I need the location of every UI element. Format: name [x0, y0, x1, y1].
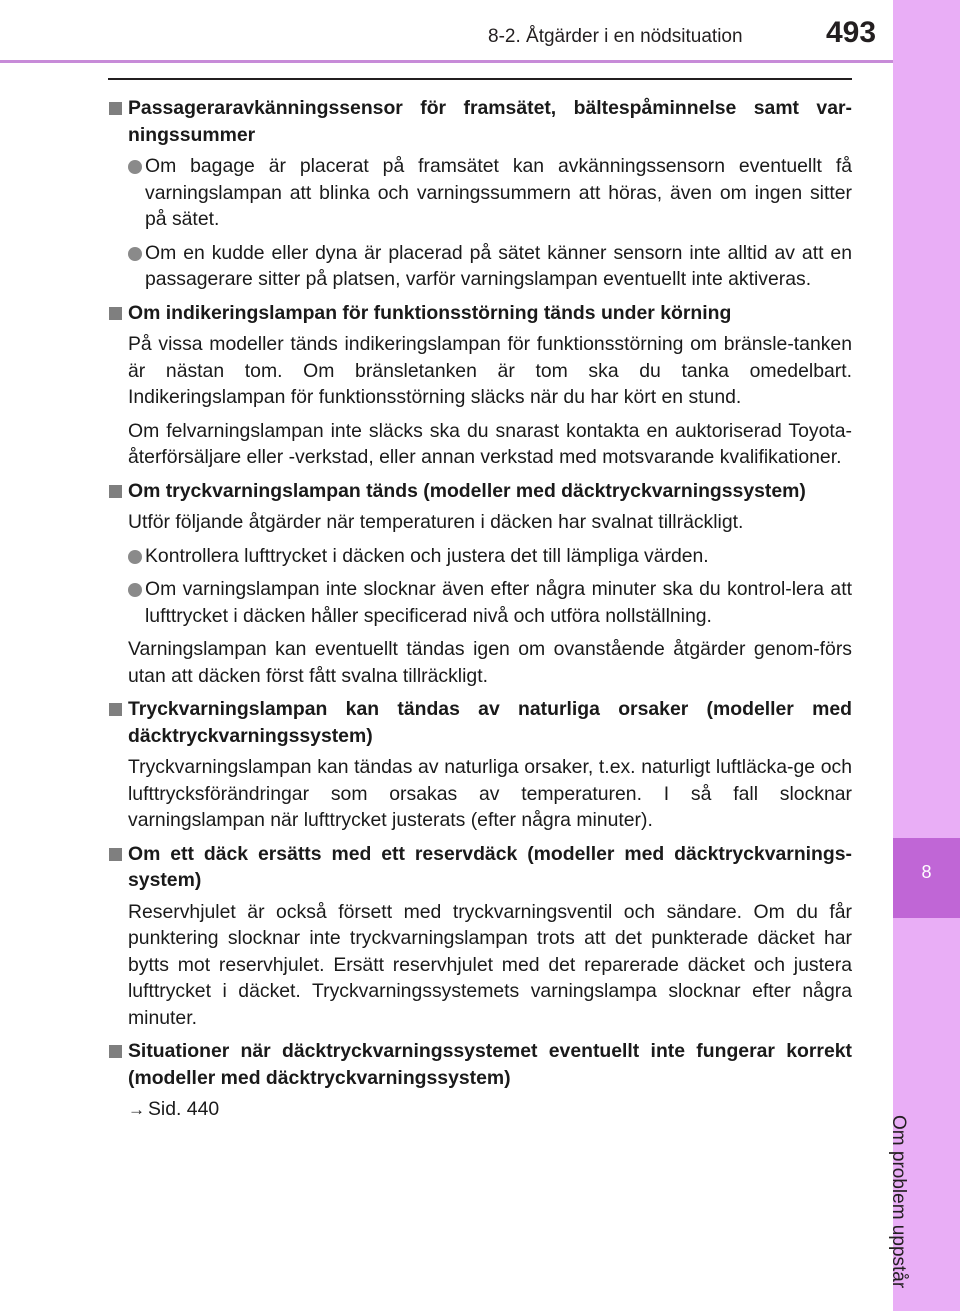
- square-bullet-icon: [109, 307, 122, 320]
- list-item: Om en kudde eller dyna är placerad på sätet känner sensorn inte alltid av att en passagerare sitter på platsen, varför varningslampan eventuellt inte aktiveras.: [108, 240, 852, 293]
- circle-bullet-icon: [128, 550, 142, 564]
- paragraph: Utför följande åtgärder när temperaturen i däcken har svalnat tillräckligt.: [128, 511, 744, 533]
- section-heading: Passageraravkänningssensor för framsätet, bältespåminnelse samt var-ningssummer: [108, 95, 852, 148]
- section-heading: Situationer när däcktryckvarningssystemet eventuellt inte fungerar korrekt (modeller med däcktryckvarningssystem): [108, 1038, 852, 1091]
- section-heading: Om ett däck ersätts med ett reservdäck (modeller med däcktryckvarnings-system): [108, 841, 852, 894]
- paragraph: Om felvarningslampan inte släcks ska du snarast kontakta en auktoriserad Toyota-återförsäljare eller -verkstad, eller annan verkstad med motsvarande kvalifikationer.: [128, 419, 852, 468]
- content-rule: [108, 78, 852, 80]
- square-bullet-icon: [109, 485, 122, 498]
- paragraph: Tryckvarningslampan kan tändas av naturliga orsaker, t.ex. naturligt luftläcka-ge och lufttrycksförändringar som orsakas av temperaturen. I så fall slocknar varningslampan när lufttrycket justerats (efter några minuter).: [128, 756, 852, 831]
- arrow-right-icon: →: [128, 1100, 145, 1119]
- section-spare-tire: [108, 841, 852, 1032]
- page-number: 493: [826, 16, 877, 49]
- square-bullet-icon: [109, 848, 122, 861]
- list-item: Kontrollera lufttrycket i däcken och justera det till lämpliga värden.: [108, 543, 852, 570]
- header-divider: [0, 60, 893, 63]
- paragraph: Reservhjulet är också försett med tryckvarningsventil och sändare. Om du får punktering slocknar inte tryckvarningslampan trots att det punkterade däcket har bytts mot reservhjulet. Ersätt reservhjulet med det reparerade däcket och justera lufttrycket i däcket. Tryckvarningssystemets varningslampa slocknar efter några minuter.: [128, 900, 852, 1029]
- circle-bullet-icon: [128, 247, 142, 261]
- chapter-number: 8: [921, 862, 932, 882]
- paragraph: På vissa modeller tänds indikeringslampan för funktionsstörning om bränsle-tanken är nästan tom. Om bränsletanken är tom ska du tanka omedelbart. Indikeringslampan för funktionsstörning släcks när du har kört en stund.: [128, 333, 852, 408]
- square-bullet-icon: [109, 102, 122, 115]
- section-heading: Tryckvarningslampan kan tändas av naturliga orsaker (modeller med däcktryckvarningssystem): [108, 696, 852, 749]
- section-heading: Om tryckvarningslampan tänds (modeller med däcktryckvarningssystem): [108, 478, 852, 505]
- section-heading: Om indikeringslampan för funktionsstörning tänds under körning: [108, 300, 852, 327]
- square-bullet-icon: [109, 703, 122, 716]
- section-natural-causes: [108, 696, 852, 834]
- square-bullet-icon: [109, 1045, 122, 1058]
- circle-bullet-icon: [128, 160, 142, 174]
- section-malfunction-lamp: [108, 300, 852, 471]
- list-item: Om bagage är placerat på framsätet kan avkänningssensorn eventuellt få varningslampan att blinka och varningssummern att höras, även om ingen sitter på sätet.: [108, 153, 852, 233]
- page-content: [108, 95, 852, 1128]
- circle-bullet-icon: [128, 583, 142, 597]
- chapter-title: Om problem uppstår: [888, 1115, 909, 1289]
- section-passenger-sensor: [108, 95, 852, 293]
- section-pressure-warning: [108, 478, 852, 690]
- section-system-malfunction: [108, 1038, 852, 1124]
- section-title: 8-2. Åtgärder i en nödsituation: [488, 26, 743, 47]
- list-item: Om varningslampan inte slocknar även efter några minuter ska du kontrol-lera att lufttrycket i däcken håller specificerad nivå och utföra nollställning.: [108, 576, 852, 629]
- paragraph: Varningslampan kan eventuellt tändas igen om ovanstående åtgärder genom-förs utan att däcken först fått svalna tillräckligt.: [128, 638, 852, 687]
- page-reference[interactable]: → Sid. 440: [128, 1096, 852, 1124]
